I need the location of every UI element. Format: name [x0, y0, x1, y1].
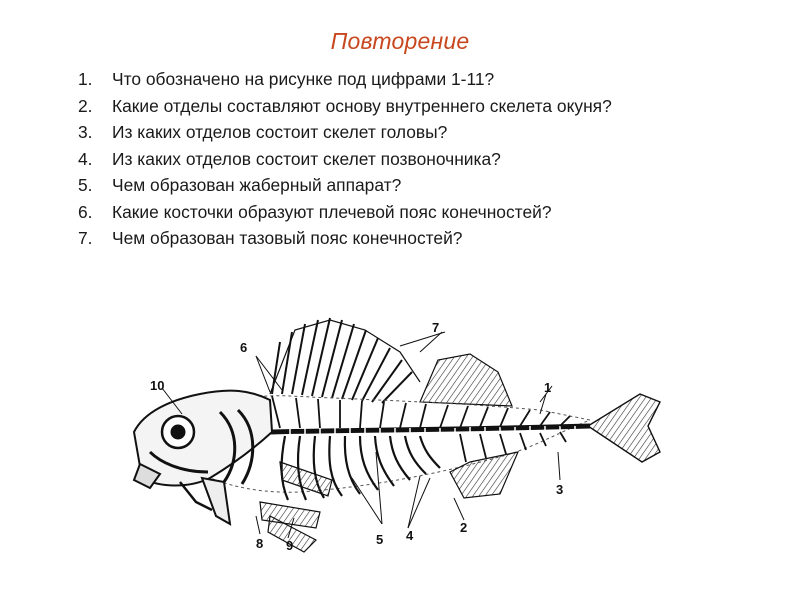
anal-fin	[450, 452, 518, 498]
question-text: Что обозначено на рисунке под цифрами 1-11?	[112, 69, 495, 89]
dorsal-fin-soft	[420, 354, 512, 406]
diagram-label-1: 1	[544, 380, 552, 395]
diagram-label-6: 6	[240, 340, 248, 355]
question-item	[78, 93, 758, 120]
question-item	[78, 225, 758, 252]
skull	[134, 391, 272, 524]
question-text: Какие косточки образуют плечевой пояс конечностей?	[112, 201, 552, 222]
diagram-label-2: 2	[460, 520, 468, 535]
question-number: 6.	[78, 201, 93, 222]
question-text: Чем образован тазовый пояс конечностей?	[112, 228, 463, 248]
pelvic-fin	[280, 462, 332, 496]
slide-title: Повторение	[330, 28, 470, 54]
question-number: 5.	[78, 175, 93, 195]
diagram-label-7: 7	[432, 320, 440, 335]
question-number: 7.	[78, 228, 93, 248]
question-number: 4.	[78, 148, 93, 169]
perch-skeleton-diagram	[120, 302, 680, 564]
question-item	[78, 119, 758, 146]
diagram-label-9: 9	[286, 538, 294, 553]
question-item	[78, 199, 758, 226]
question-number: 3.	[78, 122, 93, 142]
caudal-fin	[588, 394, 660, 462]
question-list	[78, 66, 758, 252]
question-text: Из каких отделов состоит скелет позвоночника?	[112, 148, 501, 169]
diagram-label-5: 5	[376, 532, 384, 547]
question-number: 1.	[78, 69, 93, 89]
question-text: Чем образован жаберный аппарат?	[112, 175, 402, 195]
question-item	[78, 66, 758, 93]
question-number: 2.	[78, 95, 93, 116]
diagram-label-4: 4	[406, 528, 414, 543]
perch-skeleton-drawing	[120, 302, 680, 564]
vertebral-column	[270, 426, 590, 432]
diagram-label-8: 8	[256, 536, 264, 551]
diagram-label-3: 3	[556, 482, 564, 497]
dorsal-fin-spiny	[270, 318, 420, 403]
question-text: Какие отделы составляют основу внутреннего скелета окуня?	[112, 95, 612, 116]
question-item	[78, 172, 758, 199]
question-item	[78, 146, 758, 173]
diagram-label-10: 10	[150, 378, 165, 393]
question-text: Из каких отделов состоит скелет головы?	[112, 122, 448, 142]
